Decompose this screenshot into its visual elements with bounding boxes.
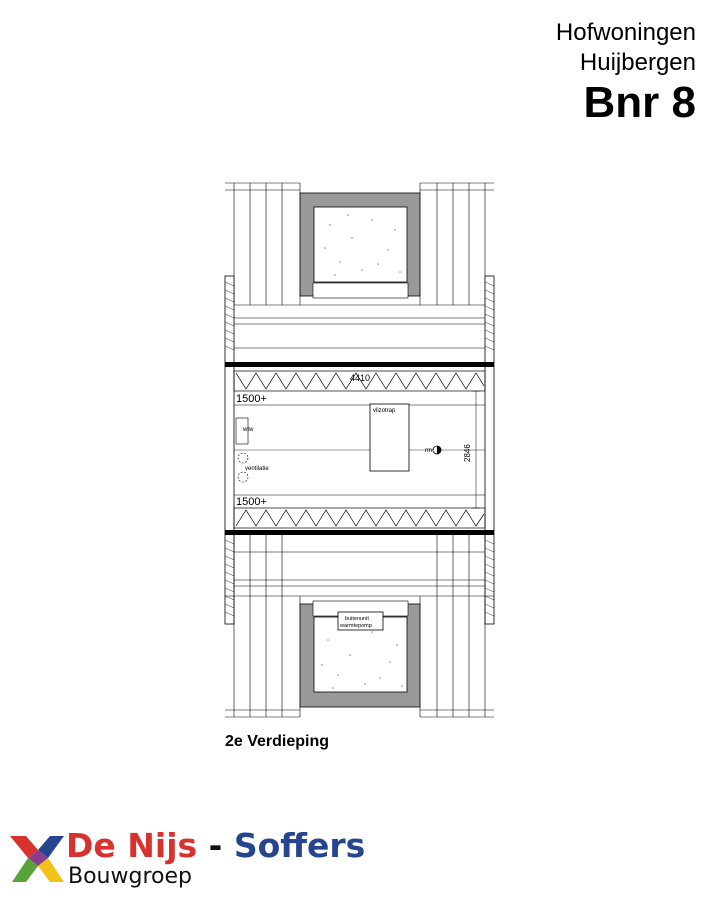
company-logo-icon bbox=[8, 828, 68, 888]
dimension-width: 4410 bbox=[350, 373, 371, 383]
room bbox=[234, 391, 485, 508]
company-subtitle: Bouwgroep bbox=[68, 864, 192, 889]
company-name-part2: Soffers bbox=[233, 826, 366, 865]
company-name-separator: - bbox=[208, 826, 223, 865]
outdoor-unit-label-2: warmtepomp bbox=[340, 623, 372, 629]
insulation bbox=[234, 371, 485, 528]
company-name bbox=[66, 826, 365, 865]
lot-number: Bnr 8 bbox=[583, 78, 696, 127]
wtw-label: wtw bbox=[243, 427, 254, 433]
smoke-detector-icon bbox=[433, 446, 441, 454]
ventilation-label: ventilatie bbox=[245, 466, 269, 472]
attic-stair-label: vlizotrap bbox=[373, 408, 396, 414]
smoke-detector-label: rm bbox=[425, 448, 432, 454]
dormer-top bbox=[300, 193, 420, 298]
project-name: Hofwoningen bbox=[555, 19, 696, 46]
project-location: Huijbergen bbox=[579, 49, 696, 76]
height-label-top: 1500+ bbox=[236, 393, 267, 405]
attic-stair bbox=[370, 404, 409, 471]
dimension-height: 2846 bbox=[463, 444, 472, 462]
height-label-bottom: 1500+ bbox=[236, 496, 267, 508]
outdoor-unit-label-1: buitenunit bbox=[345, 616, 369, 622]
company-name-part1: De Nijs bbox=[66, 826, 198, 865]
floor-caption: 2e Verdieping bbox=[225, 733, 330, 750]
